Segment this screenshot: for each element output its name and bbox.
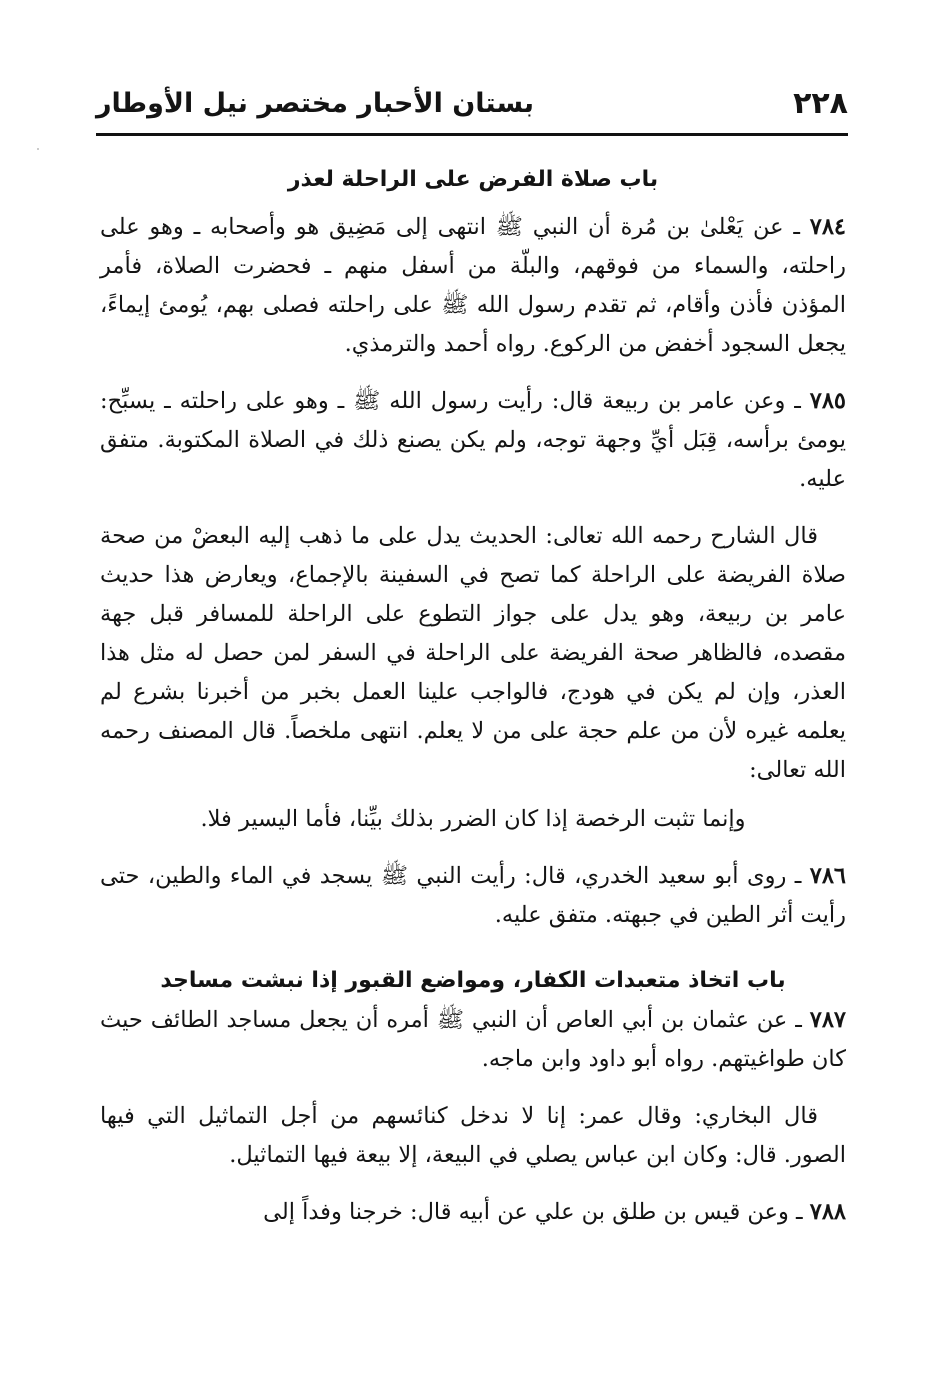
author-note: وإنما تثبت الرخصة إذا كان الضرر بذلك بيِّنا، فأما اليسير فلا. — [200, 806, 746, 832]
hadith-787 — [100, 1001, 846, 1079]
hadith-number: ٧٨٤ — [809, 214, 846, 240]
hadith-text: ـ وعن قيس بن طلق بن علي عن أبيه قال: خرجنا وفداً إلى — [263, 1199, 810, 1225]
header-rule — [96, 133, 848, 136]
commentary-paragraph: قال الشارح رحمه الله تعالى: الحديث يدل على ما ذهب إليه البعضْ من صحة صلاة الفريضة على الراحلة كما تصح في السفينة بالإجماع، ويعارض هذا حديث عامر بن ربيعة، وهو يدل على جواز التطوع على الراحلة للمسافر قبل جهة مقصده، فالظاهر صحة الفريضة على الراحلة في السفر لمن حصل له مثل هذا العذر، وإن لم يكن في هودج، فالواجب علينا العمل بخبر من أخبرنا بشرع لم يعلمه غيره لأن من علم حجة على من لا يعلم. انتهى ملخصاً. قال المصنف رحمه الله تعالى: — [100, 523, 846, 783]
hadith-number: ٧٨٦ — [809, 863, 846, 889]
hadith-786 — [100, 857, 846, 935]
hadith-text: ـ وعن عامر بن ربيعة قال: رأيت رسول الله ﷺ ـ وهو على راحلته ـ يسبِّح: يومئ برأسه، قِبَل أيِّ وجهة توجه، ولم يكن يصنع ذلك في الصلاة المكتوبة. متفق عليه. — [100, 388, 846, 492]
book-title: بستان الأحبار مختصر نيل الأوطار — [96, 88, 535, 119]
section-heading-places-of-worship: باب اتخاذ متعبدات الكفار، ومواضع القبور إذا نبشت مساجد — [160, 968, 786, 993]
bukhari-note: قال البخاري: وقال عمر: إنا لا ندخل كنائسهم من أجل التماثيل التي فيها الصور. قال: وكان ابن عباس يصلي في البيعة، إلا بيعة فيها التماثيل. — [100, 1103, 846, 1168]
running-header — [96, 84, 848, 128]
hadith-788 — [100, 1193, 846, 1232]
section-heading-prayer-on-mount: باب صلاة الفرض على الراحلة لعذر — [287, 167, 659, 192]
hadith-text: ـ روى أبو سعيد الخدري، قال: رأيت النبي ﷺ يسجد في الماء والطين، حتى رأيت أثر الطين في جبهته. متفق عليه. — [100, 863, 846, 928]
page-number: ٢٢٨ — [793, 86, 848, 121]
scan-speck — [37, 148, 39, 150]
hadith-text: ـ عن عثمان بن أبي العاص أن النبي ﷺ أمره أن يجعل مساجد الطائف حيث كان طواغيتهم. رواه أبو داود وابن ماجه. — [100, 1007, 846, 1072]
hadith-784 — [100, 208, 846, 364]
hadith-number: ٧٨٧ — [809, 1007, 846, 1033]
hadith-number: ٧٨٨ — [809, 1199, 846, 1225]
hadith-number: ٧٨٥ — [809, 388, 846, 414]
hadith-785 — [100, 382, 846, 499]
page-body — [100, 152, 846, 1232]
hadith-text: ـ عن يَعْلىٰ بن مُرة أن النبي ﷺ انتهى إلى مَضِيق هو وأصحابه ـ وهو على راحلته، والسماء من فوقهم، والبلّة من أسفل منهم ـ فحضرت الصلاة، فأمر المؤذن فأذن وأقام، ثم تقدم رسول الله ﷺ على راحلته فصلى بهم، يُومئ إيماءً، يجعل السجود أخفض من الركوع. رواه أحمد والترمذي. — [100, 214, 846, 357]
